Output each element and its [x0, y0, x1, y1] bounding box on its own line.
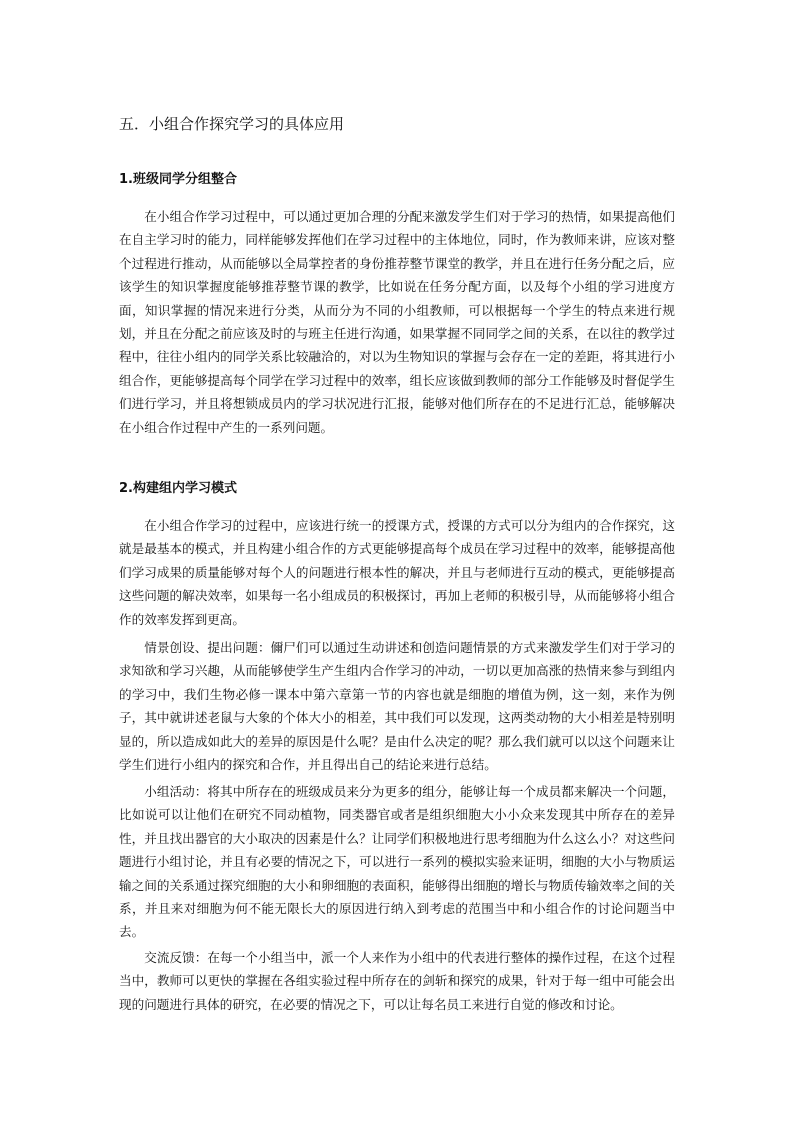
paragraph-feedback: 交流反馈：在每一个小组当中，派一个人来作为小组中的代表进行整体的操作过程，在这个过程当中，教师可以更快的掌握在各组实验过程中所存在的剑斩和探究的成果，针对于每一组中可能会出现的问题进行具体的研究，在必要的情况之下，可以让每名员工来进行自觉的修改和讨论。: [119, 950, 675, 1012]
subsection-heading-2: 2.构建组内学习模式: [119, 481, 237, 496]
paragraph-mode: 在小组合作学习的过程中，应该进行统一的授课方式，授课的方式可以分为组内的合作探究，这就是最基本的模式，并且构建小组合作的方式更能够提高每个成员在学习过程中的效率，能够提高他们学习成果的质量能够对每个人的问题进行根本性的解决，并且与老师进行互动的模式，更能够提高这些问题的解决效率，如果每一名小组成员的积极探讨，再加上老师的积极引导，从而能够将小组合作的效率发挥到更高。: [119, 518, 675, 627]
paragraph-group-activity: 小组活动：将其中所存在的班级成员来分为更多的组分，能够让每一个成员都来解决一个问题，比如说可以让他们在研究不同动植物，同类器官或者是组织细胞大小小众来发现其中所存在的差异性，并且找出器官的大小取决的因素是什么？让同学们积极地进行思考细胞为什么这么小？对这些问题进行小组讨论，并且有必要的情况之下，可以进行一系列的模拟实验来证明，细胞的大小与物质运输之间的关系通过探究细胞的大小和卵细胞的表面积，能够得出细胞的增长与物质传输效率之间的关系，并且来对细胞为何不能无限长大的原因进行纳入到考虑的范围当中和小组合作的讨论问题当中去。: [119, 784, 675, 940]
section-title: 五．小组合作探究学习的具体应用: [119, 115, 345, 133]
paragraph-grouping: 在小组合作学习过程中，可以通过更加合理的分配来激发学生们对于学习的热情，如果提高他们在自主学习时的能力，同样能够发挥他们在学习过程中的主体地位，同时，作为教师来讲，应该对整个过程进行推动，从而能够以全局掌控者的身份推荐整节课堂的教学，并且在进行任务分配之后，应该学生的知识掌握度能够推荐整节课的教学，比如说在任务分配方面，以及每个小组的学习进度方面，知识掌握的情况来进行分类，从而分为不同的小组教师，可以根据每一个学生的特点来进行规划，并且在分配之前应该及时的与班主任进行沟通，如果掌握不同同学之间的关系，在以往的教学过程中，往往小组内的同学关系比较融洽的，对以为生物知识的掌握与会存在一定的差距，将其进行小组合作，更能够提高每个同学在学习过程中的效率，组长应该做到教师的部分工作能够及时督促学生们进行学习，并且将想锁成员内的学习状况进行汇报，能够对他们所存在的不足进行汇总，能够解决在小组合作过程中产生的一系列问题。: [119, 209, 675, 435]
subsection-heading-1: 1.班级同学分组整合: [119, 172, 237, 187]
paragraph-scenario: 情景创设、提出问题：儞尸们可以通过生动讲述和创造问题情景的方式来激发学生们对于学习的求知欲和学习兴趣，从而能够使学生产生组内合作学习的冲动，一切以更加高涨的热情来参与到组内的学习中，我们生物必修一课本中第六章第一节的内容也就是细胞的增值为例，这一刻，来作为例子，其中就讲述老鼠与大象的个体大小的相差，其中我们可以发现，这两类动物的大小相差是特别明显的，所以造成如此大的差异的原因是什么呢？是由什么决定的呢？那么我们就可以以这个问题来让学生们进行小组内的探究和合作，并且得出自己的结论来进行总结。: [119, 640, 675, 773]
